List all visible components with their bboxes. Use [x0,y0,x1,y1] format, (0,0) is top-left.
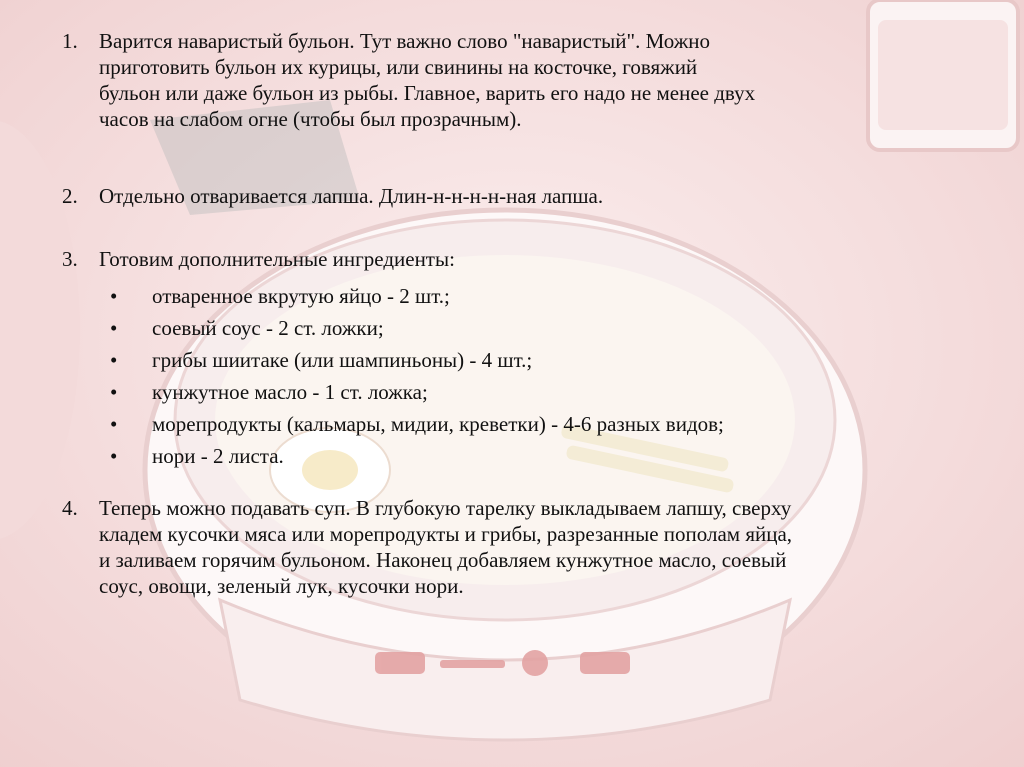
bullet-symbol: • [110,444,118,468]
item-text [99,495,959,599]
list-item-text: соевый соус - 2 ст. ложки; [152,316,384,340]
list-item-text: отваренное вкрутую яйцо - 2 шт.; [152,284,450,308]
item-number: 2. [62,184,78,208]
text-line: Варится наваристый бульон. Тут важно слово "наваристый". Можно [99,29,710,53]
ingredient-list [110,280,910,472]
text-line: бульон или даже бульон из рыбы. Главное, варить его надо не менее двух [99,81,756,105]
text-line: часов на слабом огне (чтобы был прозрачным). [99,107,522,131]
item-number: 1. [62,29,78,53]
list-item [110,376,910,408]
text-line: кладем кусочки мяса или морепродукты и грибы, разрезанные пополам яйца, [99,522,793,546]
list-item [110,408,910,440]
text-line: Теперь можно подавать суп. В глубокую тарелку выкладываем лапшу, сверху [99,496,792,520]
item-number: 3. [62,247,78,271]
text-line: и заливаем горячим бульоном. Наконец добавляем кунжутное масло, соевый [99,548,787,572]
text-line: приготовить бульон их курицы, или свинины на косточке, говяжий [99,55,698,79]
list-item [110,440,910,472]
text-line: Отдельно отваривается лапша. Длин-н-н-н-н-ная лапша. [99,184,604,208]
list-item-text: грибы шиитаке (или шампиньоны) - 4 шт.; [152,348,533,372]
list-item [110,280,910,312]
bullet-symbol: • [110,348,118,372]
list-item [110,312,910,344]
list-item-text: кунжутное масло - 1 ст. ложка; [152,380,428,404]
bullet-symbol: • [110,284,118,308]
list-item-text: нори - 2 листа. [152,444,284,468]
item-text [99,183,959,209]
bullet-symbol: • [110,316,118,340]
item-number: 4. [62,496,78,520]
bullet-symbol: • [110,380,118,404]
list-item [110,344,910,376]
text-line: соус, овощи, зеленый лук, кусочки нори. [99,574,464,598]
item-text [99,28,959,132]
bullet-symbol: • [110,412,118,436]
item-text [99,246,959,272]
list-item-text: морепродукты (кальмары, мидии, креветки) - 4-6 разных видов; [152,412,724,436]
text-line: Готовим дополнительные ингредиенты: [99,247,455,271]
